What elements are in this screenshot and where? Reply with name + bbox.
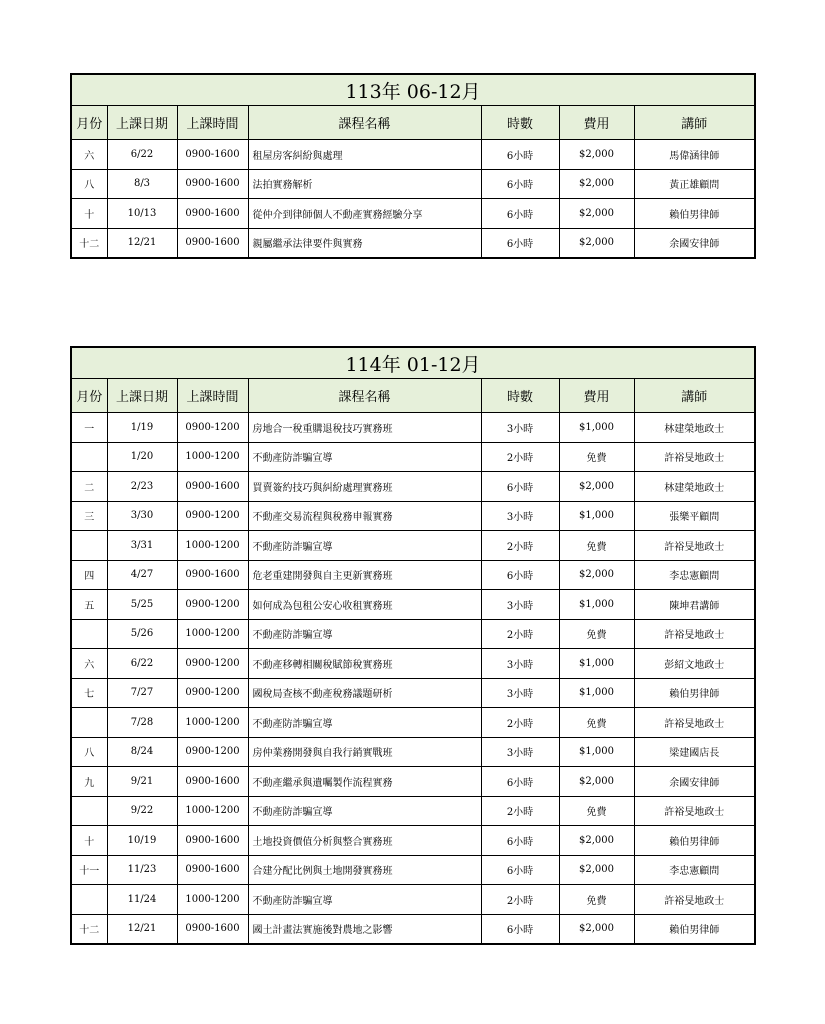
table-row: [71, 619, 755, 649]
cell-lecturer: 許裕旻地政士: [634, 885, 755, 915]
cell-fee: 免費: [559, 619, 634, 649]
table-row: [71, 796, 755, 826]
table-row: [71, 649, 755, 679]
header-row: [71, 106, 755, 140]
cell-month: 十: [71, 199, 107, 229]
cell-time: 0900-1600: [177, 855, 248, 885]
cell-fee: 免費: [559, 708, 634, 738]
cell-lecturer: 許裕旻地政士: [634, 619, 755, 649]
table-row: [71, 737, 755, 767]
col-header-hours: 時數: [481, 379, 559, 413]
table-body: [71, 413, 755, 945]
col-header-date: 上課日期: [107, 106, 177, 140]
cell-hours: 6小時: [481, 199, 559, 229]
cell-fee: $1,000: [559, 678, 634, 708]
cell-hours: 6小時: [481, 472, 559, 502]
col-header-time: 上課時間: [177, 106, 248, 140]
cell-hours: 6小時: [481, 767, 559, 797]
col-header-course: 課程名稱: [248, 106, 481, 140]
cell-lecturer: 李忠憲顧問: [634, 560, 755, 590]
cell-date: 3/30: [107, 501, 177, 531]
table-row: [71, 885, 755, 915]
cell-course: 房地合一稅重購退稅技巧實務班: [248, 413, 481, 443]
table-row: [71, 914, 755, 944]
cell-hours: 2小時: [481, 796, 559, 826]
cell-month: 十: [71, 826, 107, 856]
table-row: [71, 855, 755, 885]
table-row: [71, 413, 755, 443]
cell-date: 11/24: [107, 885, 177, 915]
cell-date: 6/22: [107, 140, 177, 170]
cell-date: 8/24: [107, 737, 177, 767]
cell-month: 五: [71, 590, 107, 620]
cell-fee: $2,000: [559, 855, 634, 885]
cell-time: 0900-1200: [177, 413, 248, 443]
cell-date: 10/13: [107, 199, 177, 229]
cell-time: 0900-1600: [177, 767, 248, 797]
cell-time: 1000-1200: [177, 531, 248, 561]
cell-course: 不動產交易流程與稅務申報實務: [248, 501, 481, 531]
cell-month: [71, 708, 107, 738]
cell-time: 1000-1200: [177, 619, 248, 649]
cell-lecturer: 賴伯男律師: [634, 678, 755, 708]
cell-date: 5/26: [107, 619, 177, 649]
col-header-lecturer: 講師: [634, 106, 755, 140]
table-row: [71, 228, 755, 258]
table-body: [71, 140, 755, 259]
cell-month: [71, 885, 107, 915]
cell-lecturer: 梁建國店長: [634, 737, 755, 767]
cell-date: 12/21: [107, 228, 177, 258]
cell-course: 不動產繼承與遺囑製作流程實務: [248, 767, 481, 797]
cell-time: 0900-1200: [177, 678, 248, 708]
cell-date: 6/22: [107, 649, 177, 679]
cell-date: 1/20: [107, 442, 177, 472]
cell-month: [71, 796, 107, 826]
cell-fee: $1,000: [559, 737, 634, 767]
cell-fee: 免費: [559, 885, 634, 915]
cell-time: 1000-1200: [177, 885, 248, 915]
table-row: [71, 169, 755, 199]
cell-hours: 3小時: [481, 678, 559, 708]
col-header-month: 月份: [71, 379, 107, 413]
cell-course: 不動產移轉相關稅賦節稅實務班: [248, 649, 481, 679]
cell-month: 二: [71, 472, 107, 502]
cell-fee: $1,000: [559, 590, 634, 620]
cell-month: 一: [71, 413, 107, 443]
cell-hours: 6小時: [481, 228, 559, 258]
cell-hours: 3小時: [481, 413, 559, 443]
cell-lecturer: 賴伯男律師: [634, 914, 755, 944]
cell-course: 不動產防詐騙宣導: [248, 796, 481, 826]
cell-time: 0900-1200: [177, 501, 248, 531]
cell-fee: $2,000: [559, 169, 634, 199]
cell-fee: $2,000: [559, 826, 634, 856]
cell-month: 三: [71, 501, 107, 531]
cell-time: 1000-1200: [177, 796, 248, 826]
cell-course: 不動產防詐騙宣導: [248, 885, 481, 915]
cell-date: 1/19: [107, 413, 177, 443]
cell-month: [71, 442, 107, 472]
cell-hours: 2小時: [481, 442, 559, 472]
cell-month: 十二: [71, 228, 107, 258]
cell-time: 0900-1200: [177, 737, 248, 767]
cell-course: 不動產防詐騙宣導: [248, 442, 481, 472]
cell-hours: 2小時: [481, 885, 559, 915]
cell-date: 11/23: [107, 855, 177, 885]
cell-time: 0900-1600: [177, 140, 248, 170]
cell-date: 9/22: [107, 796, 177, 826]
cell-course: 不動產防詐騙宣導: [248, 531, 481, 561]
cell-fee: $2,000: [559, 560, 634, 590]
cell-time: 1000-1200: [177, 442, 248, 472]
cell-course: 不動產防詐騙宣導: [248, 708, 481, 738]
cell-hours: 6小時: [481, 914, 559, 944]
cell-month: 六: [71, 140, 107, 170]
cell-lecturer: 林建榮地政士: [634, 472, 755, 502]
cell-month: 六: [71, 649, 107, 679]
table-row: [71, 560, 755, 590]
cell-fee: $2,000: [559, 914, 634, 944]
cell-time: 0900-1600: [177, 914, 248, 944]
cell-lecturer: 許裕旻地政士: [634, 442, 755, 472]
col-header-fee: 費用: [559, 379, 634, 413]
table-row: [71, 140, 755, 170]
cell-fee: $2,000: [559, 199, 634, 229]
table-title: 113年 06-12月: [71, 74, 755, 106]
cell-lecturer: 余國安律師: [634, 228, 755, 258]
header-row: [71, 379, 755, 413]
cell-date: 9/21: [107, 767, 177, 797]
cell-lecturer: 張樂平顧問: [634, 501, 755, 531]
cell-course: 租屋房客糾紛與處理: [248, 140, 481, 170]
col-header-course: 課程名稱: [248, 379, 481, 413]
cell-date: 8/3: [107, 169, 177, 199]
cell-fee: $1,000: [559, 501, 634, 531]
cell-hours: 3小時: [481, 737, 559, 767]
col-header-month: 月份: [71, 106, 107, 140]
cell-lecturer: 許裕旻地政士: [634, 531, 755, 561]
cell-month: 十一: [71, 855, 107, 885]
cell-lecturer: 陳坤君講師: [634, 590, 755, 620]
cell-date: 3/31: [107, 531, 177, 561]
table-row: [71, 590, 755, 620]
cell-lecturer: 林建榮地政士: [634, 413, 755, 443]
cell-date: 4/27: [107, 560, 177, 590]
schedule-table-114: [70, 346, 756, 945]
cell-hours: 6小時: [481, 855, 559, 885]
cell-lecturer: 賴伯男律師: [634, 199, 755, 229]
table-row: [71, 678, 755, 708]
cell-time: 1000-1200: [177, 708, 248, 738]
cell-date: 12/21: [107, 914, 177, 944]
table-row: [71, 501, 755, 531]
cell-month: 八: [71, 169, 107, 199]
cell-hours: 2小時: [481, 619, 559, 649]
cell-lecturer: 黃正雄顧問: [634, 169, 755, 199]
cell-course: 買賣簽約技巧與糾紛處理實務班: [248, 472, 481, 502]
table-row: [71, 708, 755, 738]
cell-course: 危老重建開發與自主更新實務班: [248, 560, 481, 590]
cell-lecturer: 賴伯男律師: [634, 826, 755, 856]
cell-hours: 3小時: [481, 649, 559, 679]
col-header-hours: 時數: [481, 106, 559, 140]
cell-course: 土地投資價值分析與整合實務班: [248, 826, 481, 856]
cell-hours: 2小時: [481, 708, 559, 738]
cell-lecturer: 許裕旻地政士: [634, 796, 755, 826]
cell-date: 5/25: [107, 590, 177, 620]
cell-fee: $1,000: [559, 413, 634, 443]
cell-time: 0900-1600: [177, 472, 248, 502]
cell-hours: 3小時: [481, 501, 559, 531]
cell-fee: $1,000: [559, 649, 634, 679]
cell-lecturer: 許裕旻地政士: [634, 708, 755, 738]
cell-hours: 6小時: [481, 169, 559, 199]
cell-month: [71, 619, 107, 649]
cell-month: 七: [71, 678, 107, 708]
table-row: [71, 826, 755, 856]
col-header-date: 上課日期: [107, 379, 177, 413]
table-row: [71, 199, 755, 229]
cell-month: [71, 531, 107, 561]
cell-month: 十二: [71, 914, 107, 944]
cell-date: 2/23: [107, 472, 177, 502]
cell-lecturer: 馬偉涵律師: [634, 140, 755, 170]
cell-course: 國稅局查核不動產稅務議題研析: [248, 678, 481, 708]
table-title: 114年 01-12月: [71, 347, 755, 379]
cell-date: 7/28: [107, 708, 177, 738]
cell-hours: 3小時: [481, 590, 559, 620]
cell-course: 國土計畫法實施後對農地之影響: [248, 914, 481, 944]
cell-course: 親屬繼承法律要件與實務: [248, 228, 481, 258]
col-header-time: 上課時間: [177, 379, 248, 413]
table-row: [71, 531, 755, 561]
cell-course: 從仲介到律師個人不動產實務經驗分享: [248, 199, 481, 229]
col-header-lecturer: 講師: [634, 379, 755, 413]
cell-time: 0900-1600: [177, 199, 248, 229]
cell-course: 如何成為包租公安心收租實務班: [248, 590, 481, 620]
cell-hours: 6小時: [481, 560, 559, 590]
cell-fee: 免費: [559, 531, 634, 561]
col-header-fee: 費用: [559, 106, 634, 140]
cell-course: 不動產防詐騙宣導: [248, 619, 481, 649]
cell-hours: 6小時: [481, 826, 559, 856]
cell-fee: $2,000: [559, 228, 634, 258]
cell-lecturer: 李忠憲顧問: [634, 855, 755, 885]
cell-fee: $2,000: [559, 140, 634, 170]
cell-course: 合建分配比例與土地開發實務班: [248, 855, 481, 885]
cell-lecturer: 余國安律師: [634, 767, 755, 797]
cell-fee: $2,000: [559, 767, 634, 797]
cell-lecturer: 彭紹文地政士: [634, 649, 755, 679]
cell-time: 0900-1600: [177, 826, 248, 856]
cell-course: 房仲業務開發與自我行銷實戰班: [248, 737, 481, 767]
cell-date: 7/27: [107, 678, 177, 708]
cell-hours: 6小時: [481, 140, 559, 170]
schedule-table-113: [70, 73, 756, 259]
cell-fee: 免費: [559, 442, 634, 472]
cell-fee: 免費: [559, 796, 634, 826]
cell-month: 八: [71, 737, 107, 767]
cell-date: 10/19: [107, 826, 177, 856]
cell-course: 法拍實務解析: [248, 169, 481, 199]
cell-fee: $2,000: [559, 472, 634, 502]
table-row: [71, 472, 755, 502]
table-row: [71, 767, 755, 797]
cell-time: 0900-1600: [177, 560, 248, 590]
cell-time: 0900-1600: [177, 228, 248, 258]
cell-time: 0900-1200: [177, 649, 248, 679]
cell-month: 四: [71, 560, 107, 590]
cell-time: 0900-1600: [177, 169, 248, 199]
cell-hours: 2小時: [481, 531, 559, 561]
table-row: [71, 442, 755, 472]
cell-time: 0900-1200: [177, 590, 248, 620]
cell-month: 九: [71, 767, 107, 797]
